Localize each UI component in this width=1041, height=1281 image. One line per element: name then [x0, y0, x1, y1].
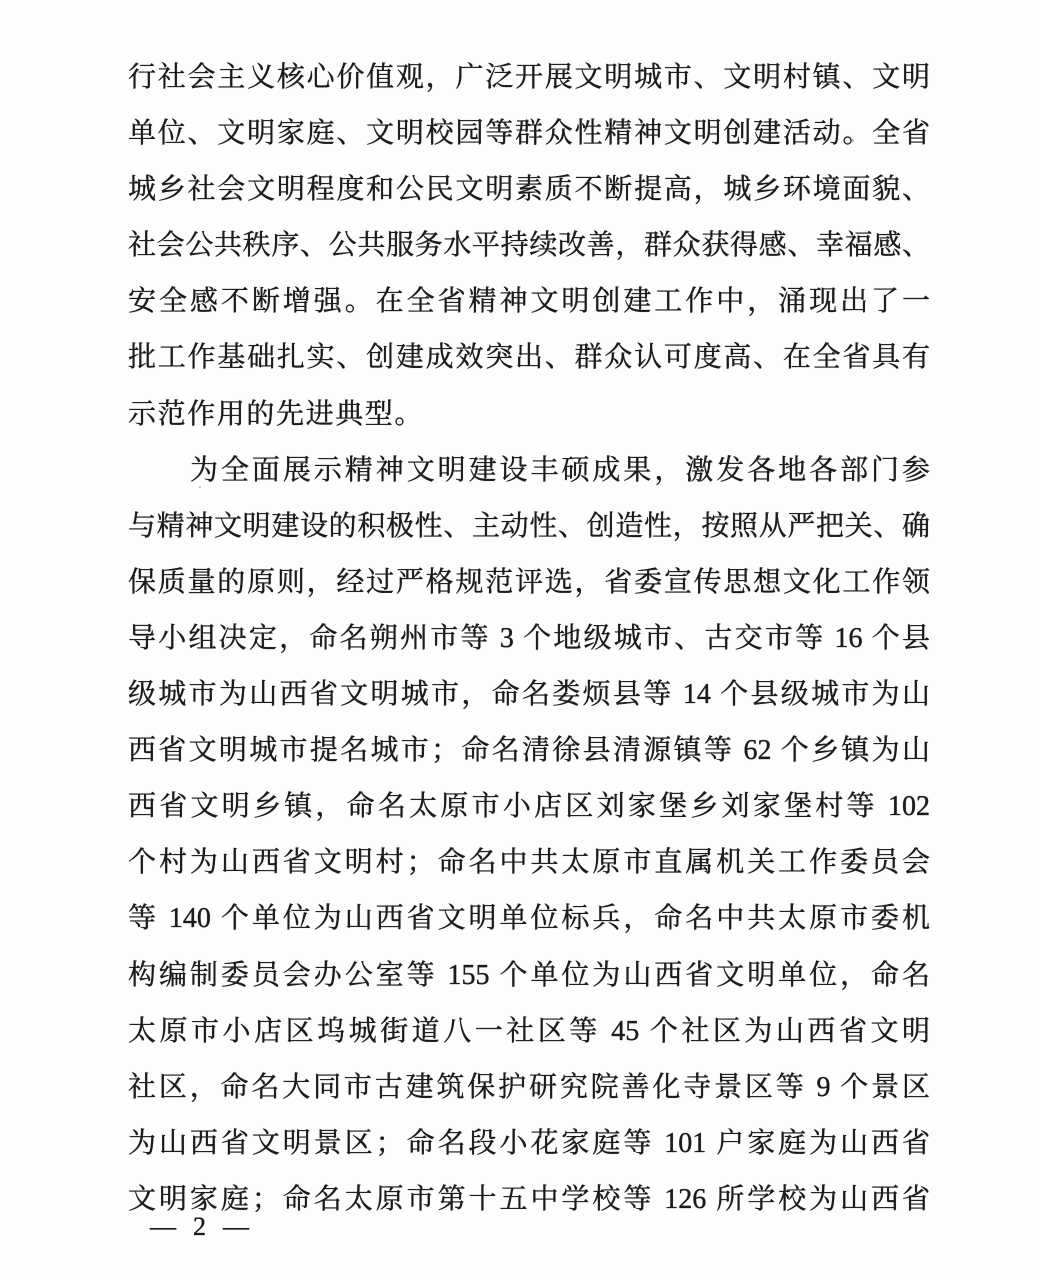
page-number-value: 2	[193, 1212, 206, 1241]
text-line: 单位、文明家庭、文明校园等群众性精神文明创建活动。全省	[128, 118, 930, 150]
text-line: 社区，命名大同市古建筑保护研究院善化寺景区等 9 个景区	[128, 1071, 930, 1103]
text-line: 社会公共秩序、公共服务水平持续改善，群众获得感、幸福感、	[128, 230, 930, 262]
document-body	[128, 50, 930, 1228]
page-number-dash-right: —	[223, 1212, 249, 1241]
scan-speck	[286, 353, 288, 356]
page-number-dash-left: —	[150, 1212, 176, 1241]
text-line: 个村为山西省文明村；命名中共太原市直属机关工作委员会	[128, 847, 930, 879]
text-line: 示范作用的先进典型。	[128, 398, 425, 430]
text-line: 西省文明乡镇，命名太原市小店区刘家堡乡刘家堡村等 102	[128, 791, 930, 823]
page-number	[150, 1212, 249, 1242]
text-line: 批工作基础扎实、创建成效突出、群众认可度高、在全省具有	[128, 342, 930, 374]
text-line: 安全感不断增强。在全省精神文明创建工作中，涌现出了一	[128, 286, 930, 318]
text-line: 为山西省文明景区；命名段小花家庭等 101 户家庭为山西省	[128, 1127, 930, 1159]
text-line: 文明家庭；命名太原市第十五中学校等 126 所学校为山西省	[128, 1183, 930, 1215]
scan-speck	[199, 486, 201, 488]
text-line: 为全面展示精神文明建设丰硕成果，激发各地各部门参	[190, 454, 930, 486]
text-line: 保质量的原则，经过严格规范评选，省委宣传思想文化工作领	[128, 566, 930, 598]
text-line: 级城市为山西省文明城市，命名娄烦县等 14 个县级城市为山	[128, 679, 930, 711]
text-line: 等 140 个单位为山西省文明单位标兵，命名中共太原市委机	[128, 903, 930, 935]
text-line: 与精神文明建设的积极性、主动性、创造性，按照从严把关、确	[128, 510, 930, 542]
text-line: 城乡社会文明程度和公民文明素质不断提高，城乡环境面貌、	[128, 174, 930, 206]
text-line: 西省文明城市提名城市；命名清徐县清源镇等 62 个乡镇为山	[128, 735, 930, 767]
text-line: 行社会主义核心价值观，广泛开展文明城市、文明村镇、文明	[128, 62, 930, 93]
text-line: 太原市小店区坞城街道八一社区等 45 个社区为山西省文明	[128, 1015, 930, 1047]
scan-speck	[851, 139, 854, 142]
text-line: 构编制委员会办公室等 155 个单位为山西省文明单位，命名	[128, 959, 930, 991]
text-line: 导小组决定，命名朔州市等 3 个地级城市、古交市等 16 个县	[128, 622, 930, 654]
